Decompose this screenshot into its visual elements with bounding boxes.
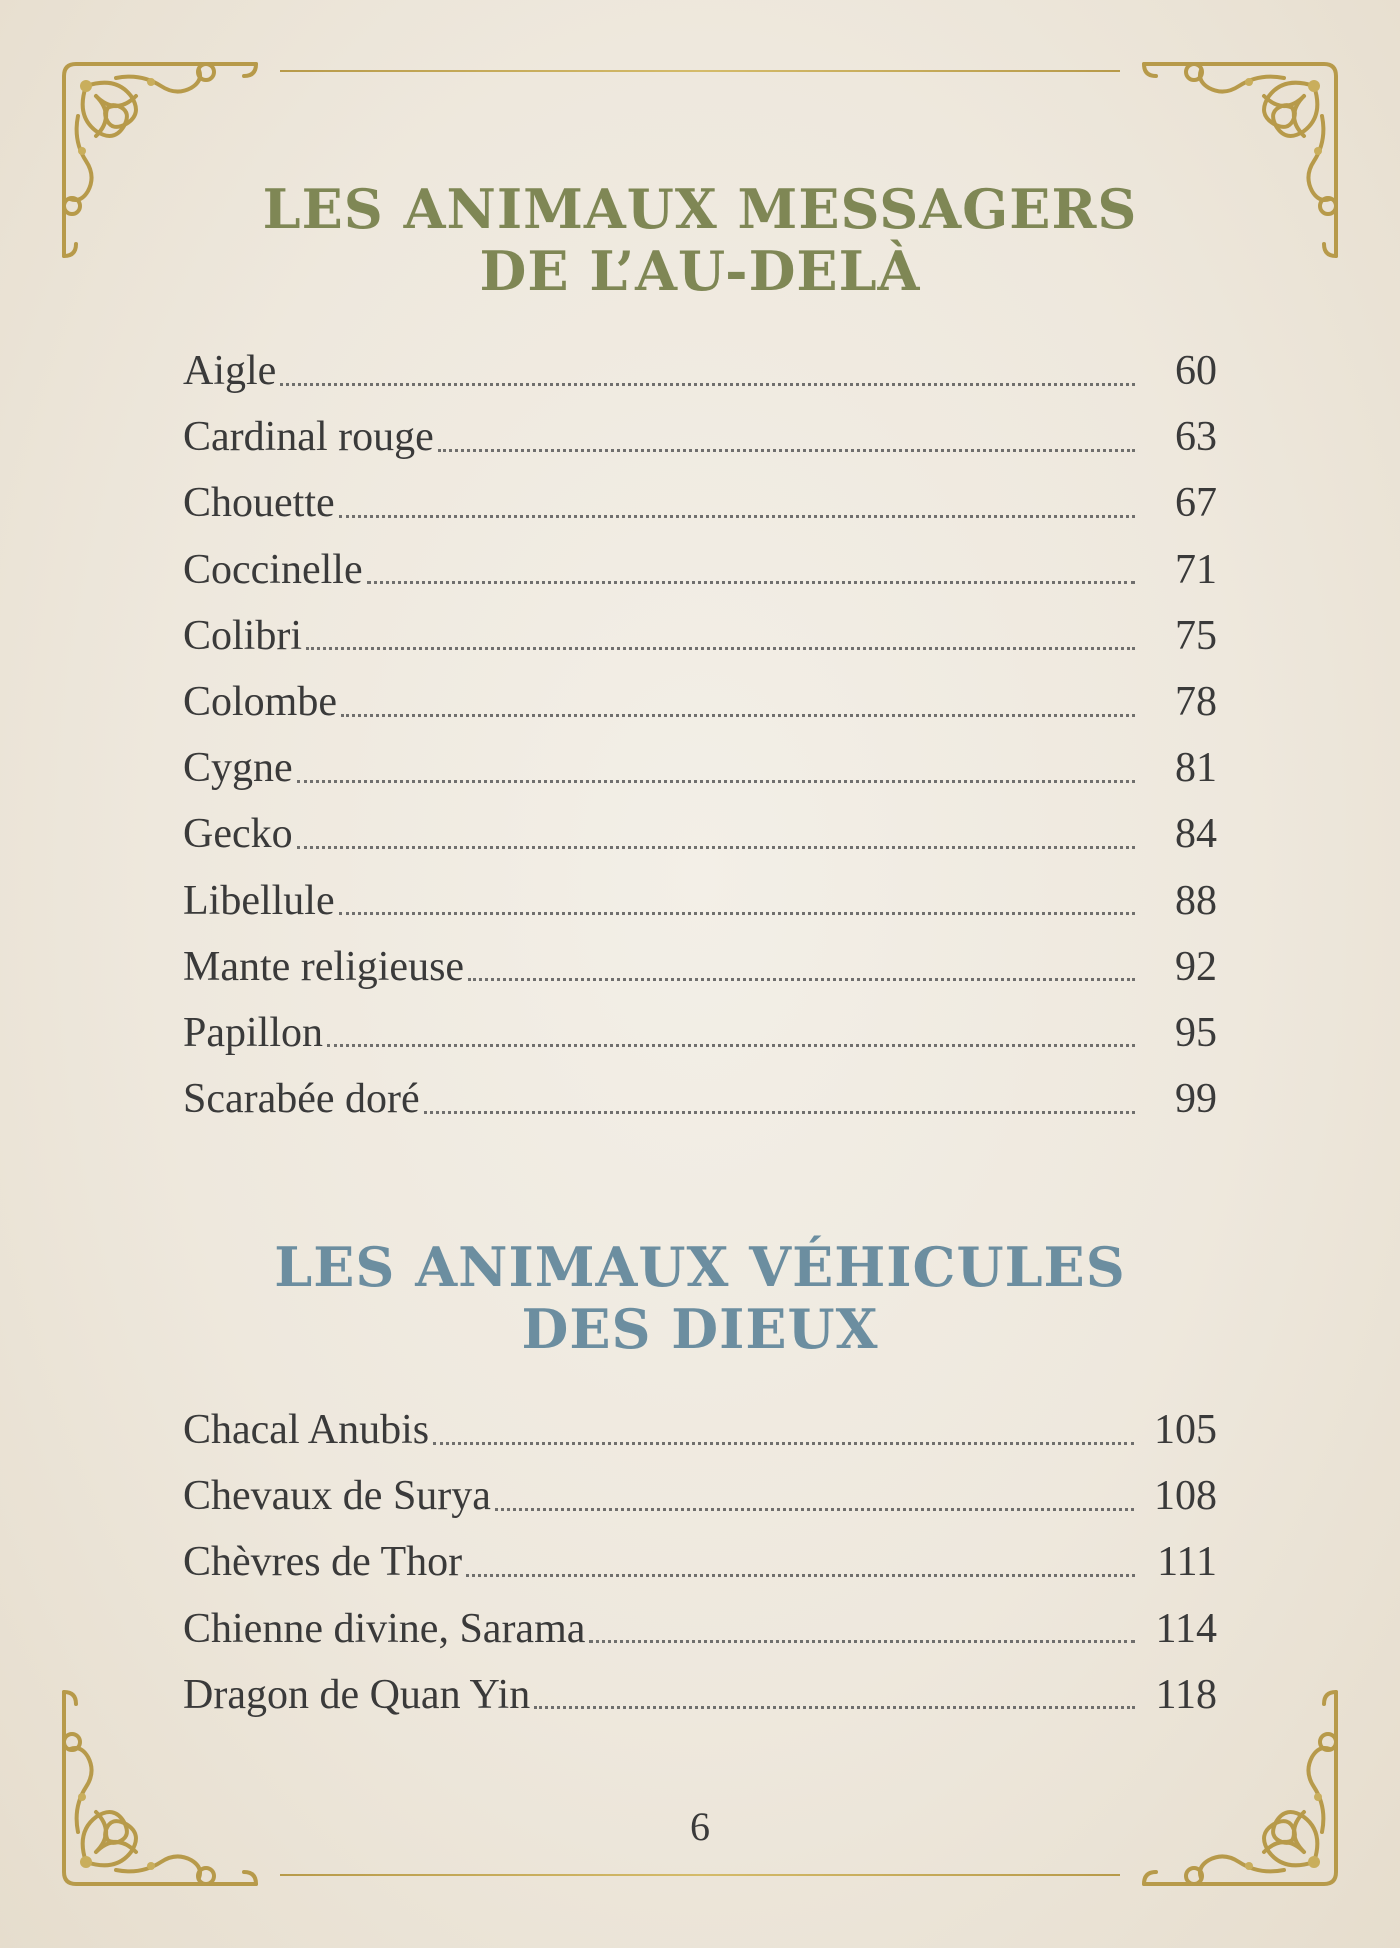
toc-entry[interactable] [183,934,1217,1000]
toc-entry-page: 99 [1175,1076,1217,1123]
toc-entry-page: 118 [1155,1671,1217,1718]
toc-entry-page: 92 [1175,943,1217,990]
section-title-line: LES ANIMAUX VÉHICULES [274,1235,1126,1299]
toc-entry[interactable] [183,537,1217,603]
toc-entry[interactable] [183,1000,1217,1066]
toc-entry-page: 67 [1175,480,1217,527]
section-title-line: LES ANIMAUX MESSAGERS [262,177,1138,241]
top-border-rule [280,70,1120,72]
toc-list-messagers [183,338,1217,1132]
toc-entry-page: 95 [1175,1009,1217,1056]
toc-entry[interactable] [183,669,1217,735]
dot-leader [468,978,1135,981]
toc-list-vehicules [183,1397,1217,1728]
toc-entry-label: Dragon de Quan Yin [183,1671,531,1718]
toc-entry-page: 71 [1175,546,1217,593]
dot-leader [327,1044,1135,1047]
toc-entry-label: Mante religieuse [183,943,465,990]
dot-leader [495,1508,1134,1511]
toc-entry[interactable] [183,1397,1217,1463]
toc-entry-page: 84 [1175,811,1217,858]
page-number: 6 [690,1804,710,1849]
toc-entry-page: 114 [1155,1605,1217,1652]
toc-entry-label: Chevaux de Surya [183,1473,491,1520]
toc-entry[interactable] [183,735,1217,801]
dot-leader [534,1706,1135,1709]
section-title-line: DES DIEUX [521,1297,879,1361]
toc-entry-label: Colibri [183,612,303,659]
toc-entry-label: Gecko [183,811,293,858]
dot-leader [367,581,1135,584]
section-title-messagers [160,178,1240,302]
section-title-line: DE L’AU-DELÀ [479,239,921,303]
toc-entry-label: Coccinelle [183,546,363,593]
dot-leader [433,1442,1134,1445]
dot-leader [438,449,1135,452]
dot-leader [339,912,1135,915]
toc-entry[interactable] [183,801,1217,867]
toc-entry-page: 63 [1175,414,1217,461]
toc-entry-page: 88 [1175,877,1217,924]
toc-entry-label: Cardinal rouge [183,414,434,461]
bottom-border-rule [280,1874,1120,1876]
dot-leader [466,1574,1135,1577]
toc-entry-label: Aigle [183,348,277,395]
toc-entry[interactable] [183,1066,1217,1132]
section-title-vehicules [160,1236,1240,1360]
toc-entry-label: Libellule [183,877,335,924]
dot-leader [424,1111,1135,1114]
toc-entry-page: 75 [1175,612,1217,659]
dot-leader [341,714,1135,717]
toc-entry[interactable] [183,1463,1217,1529]
dot-leader [589,1640,1135,1643]
toc-entry[interactable] [183,1596,1217,1662]
toc-entry-label: Chacal Anubis [183,1407,430,1454]
toc-entry[interactable] [183,1529,1217,1595]
toc-entry-label: Papillon [183,1009,324,1056]
toc-entry-label: Chienne divine, Sarama [183,1605,586,1652]
dot-leader [297,780,1135,783]
toc-entry-label: Chouette [183,480,335,527]
toc-entry-page: 111 [1157,1539,1217,1586]
toc-entry-page: 105 [1154,1407,1217,1454]
toc-entry-label: Cygne [183,745,293,792]
toc-entry[interactable] [183,868,1217,934]
dot-leader [339,515,1135,518]
toc-entry[interactable] [183,470,1217,536]
toc-entry-page: 108 [1154,1473,1217,1520]
toc-entry[interactable] [183,338,1217,404]
toc-entry-label: Chèvres de Thor [183,1539,463,1586]
dot-leader [306,647,1135,650]
toc-entry-label: Scarabée doré [183,1076,420,1123]
toc-entry[interactable] [183,404,1217,470]
toc-entry-label: Colombe [183,679,337,726]
toc-entry-page: 81 [1175,745,1217,792]
toc-entry-page: 78 [1175,679,1217,726]
toc-entry[interactable] [183,603,1217,669]
toc-entry-page: 60 [1175,348,1217,395]
dot-leader [280,383,1135,386]
dot-leader [297,846,1135,849]
toc-entry[interactable] [183,1662,1217,1728]
